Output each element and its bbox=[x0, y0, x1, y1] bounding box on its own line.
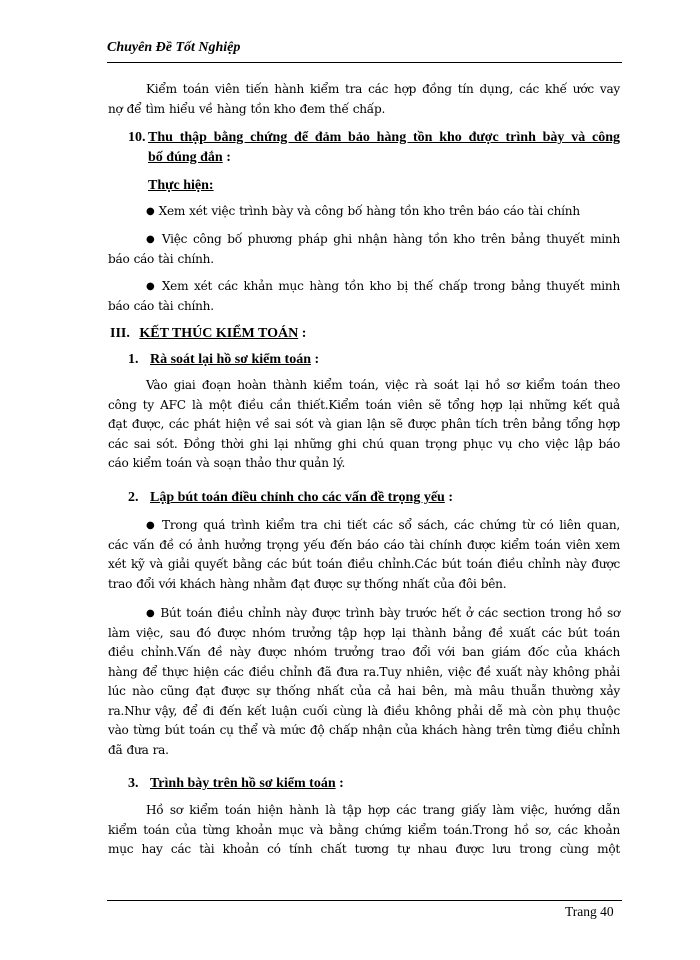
page-header bbox=[107, 38, 622, 63]
section-1-heading bbox=[128, 350, 319, 370]
text-line: các vấn đề có ảnh hưởng trọng yếu đến báo cáo tài chính được kiểm toán viên xem bbox=[108, 537, 620, 552]
text-line: Xem xét việc trình bày và công bố hàng tồn kho trên báo cáo tài chính bbox=[158, 204, 580, 218]
text-line: Bút toán điều chỉnh này được trình bày trước hết ở các section trong hồ sơ bbox=[160, 606, 620, 620]
bullet-icon: ● bbox=[146, 520, 157, 531]
section-10-title-line2: bố đúng đắn bbox=[148, 150, 223, 165]
section-10-title-line1: Thu thập bằng chứng để đảm bảo hàng tồn kho được trình bày và công bbox=[148, 130, 620, 145]
section-1-number: 1. bbox=[128, 352, 139, 367]
section-3-title: Trình bày trên hồ sơ kiểm toán bbox=[150, 776, 336, 791]
section-3-paragraph bbox=[108, 801, 620, 860]
bullet-icon: ● bbox=[146, 608, 156, 619]
text-line: báo cáo tài chính. bbox=[108, 251, 214, 266]
section-1-paragraph bbox=[108, 376, 620, 474]
bullet-icon: ● bbox=[146, 281, 157, 292]
text-line: Hồ sơ kiểm toán hiện hành là tập hợp các trang giấy làm việc, hướng dẫn bbox=[146, 803, 620, 817]
section-2-paragraph-2 bbox=[108, 604, 620, 760]
text-line: điều chỉnh.Vấn đề này được nhóm trưởng trao đổi với ban giám đốc của khách bbox=[108, 645, 620, 659]
text-line: hàng để thực hiện các điều chỉnh đã đưa ra.Tuy nhiên, việc đề xuất này không phải bbox=[108, 664, 620, 679]
text-line: lúc nào cũng đạt được sự thống nhất của cả hai bên, mà mâu thuẫn thường xảy bbox=[108, 684, 620, 698]
section-2-number: 2. bbox=[128, 490, 139, 505]
text-line: công ty AFC là một điều cần thiết.Kiểm toán viên sẽ tổng hợp lại những kết quả bbox=[108, 397, 620, 412]
intro-paragraph bbox=[108, 80, 620, 119]
text-line: vào từng bút toán cụ thể và mức độ chấp nhận của khách hàng trên từng điều chỉnh bbox=[108, 723, 620, 737]
section-1-title: Rà soát lại hồ sơ kiểm toán bbox=[150, 352, 311, 367]
text-line: trao đổi với khách hàng nhằm đạt được sự thống nhất của đôi bên. bbox=[108, 576, 507, 591]
text-line: xét kỹ và giải quyết bằng các bút toán điều chỉnh.Các bút toán điều chỉnh này được bbox=[108, 557, 620, 571]
text-line: Việc công bố phương pháp ghi nhận hàng tồn kho trên bảng thuyết minh bbox=[161, 232, 620, 246]
text-line: nợ để tìm hiểu về hàng tồn kho đem thế chấp. bbox=[108, 101, 386, 116]
header-title: Chuyên Đề Tốt Nghiệp bbox=[107, 40, 241, 55]
section-10-item bbox=[108, 277, 620, 316]
section-2-paragraph-1 bbox=[108, 516, 620, 594]
part-iii-title: KẾT THÚC KIỂM TOÁN bbox=[139, 326, 299, 341]
section-10-title bbox=[148, 128, 620, 168]
part-iii-numeral: III. bbox=[110, 326, 130, 341]
text-line: cáo kiểm toán và soạn thảo thư quản lý. bbox=[108, 456, 346, 470]
text-line: đạt được, các phát hiện về sai sót và gian lận sẽ được phân tích trên bảng tổng hợp bbox=[108, 417, 620, 431]
text-line: kiểm toán của từng khoản mục và bằng chứng kiểm toán.Trong hồ sơ, các khoản bbox=[108, 822, 620, 837]
part-iii-heading bbox=[110, 324, 306, 344]
text-line: ra.Như vậy, để đi đến kết luận cuối cùng là điều không phải dễ mà còn phụ thuộc bbox=[108, 703, 620, 718]
text-line: mục hay các tài khoản có tính chất tương tự nhau được lưu trong cùng một bbox=[108, 842, 620, 856]
part-iii-suffix: : bbox=[298, 326, 307, 341]
section-10-item bbox=[108, 202, 620, 222]
section-10-title-suffix: : bbox=[222, 150, 231, 165]
section-2-heading bbox=[128, 488, 453, 508]
section-10-subheading: Thực hiện: bbox=[148, 178, 214, 193]
bullet-icon: ● bbox=[146, 234, 157, 245]
section-2-title: Lập bút toán điều chỉnh cho các vấn đề trọng yếu bbox=[150, 490, 445, 505]
section-2-suffix: : bbox=[444, 490, 453, 505]
text-line: Vào giai đoạn hoàn thành kiểm toán, việc rà soát lại hồ sơ kiểm toán theo bbox=[146, 378, 620, 392]
page-number: Trang 40 bbox=[565, 904, 614, 919]
section-1-suffix: : bbox=[311, 352, 320, 367]
bullet-icon: ● bbox=[146, 206, 155, 217]
section-10-item bbox=[108, 230, 620, 269]
text-line: Trong quá trình kiểm tra chi tiết các sổ sách, các chứng từ có liên quan, bbox=[162, 518, 620, 532]
section-3-suffix: : bbox=[335, 776, 344, 791]
text-line: Kiểm toán viên tiến hành kiểm tra các hợp đồng tín dụng, các khế ước vay bbox=[146, 82, 620, 96]
text-line: Xem xét các khản mục hàng tồn kho bị thế chấp trong bảng thuyết minh bbox=[161, 279, 620, 293]
footer-divider bbox=[107, 900, 622, 901]
section-3-number: 3. bbox=[128, 776, 139, 791]
text-line: các sai sót. Đồng thời ghi lại những ghi chú quan trọng phục vụ cho việc lập báo bbox=[108, 436, 620, 451]
section-3-heading bbox=[128, 774, 344, 794]
text-line: làm việc, sau đó được nhóm trưởng tập hợp lại thành bảng đề xuất các bút toán bbox=[108, 625, 620, 640]
text-line: đã đưa ra. bbox=[108, 742, 169, 757]
text-line: báo cáo tài chính. bbox=[108, 298, 214, 313]
section-10-number: 10. bbox=[128, 130, 146, 145]
